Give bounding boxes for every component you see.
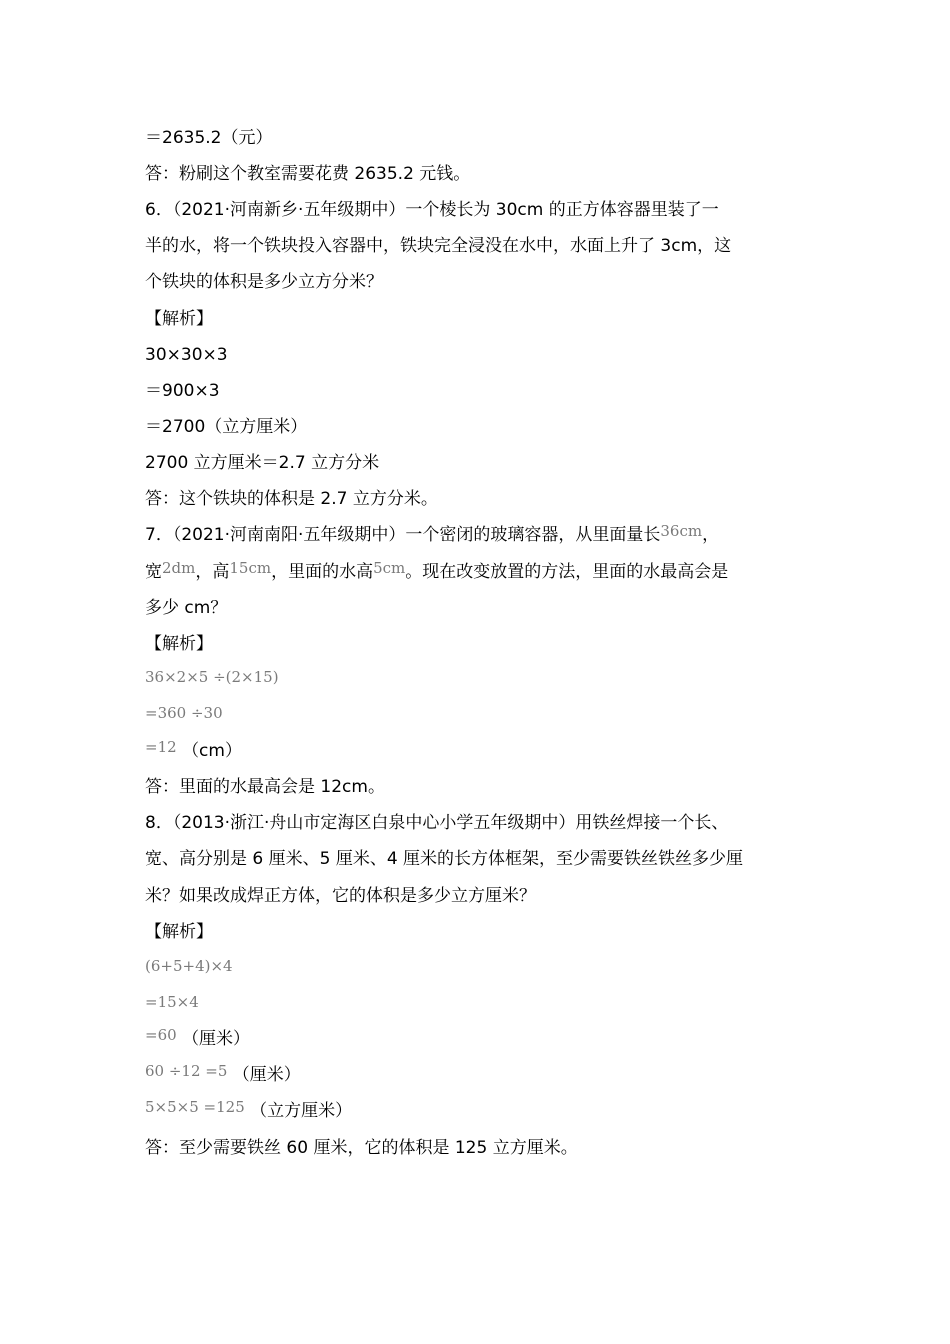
q6-step-2: ＝900×3 bbox=[145, 381, 220, 401]
q7-line2-part-c: ，里面的水高 bbox=[271, 562, 374, 582]
q8-answer: 答：至少需要铁丝 60 厘米，它的体积是 125 立方厘米。 bbox=[145, 1138, 578, 1158]
q8-step-5-unit: （立方厘米） bbox=[250, 1101, 353, 1121]
q8-step-5-value: 5×5×5 =125 bbox=[145, 1098, 245, 1116]
q7-question-line-1 bbox=[145, 524, 719, 546]
q5-result-line: ＝2635.2（元） bbox=[145, 128, 273, 148]
q6-question-line-1: 6．（2021·河南新乡·五年级期中）一个棱长为 30cm 的正方体容器里装了一 bbox=[145, 200, 719, 220]
q8-step-4-unit: （厘米） bbox=[232, 1065, 301, 1085]
q7-step-3-value: =12 bbox=[145, 738, 177, 756]
q8-step-3-unit: （厘米） bbox=[182, 1029, 251, 1049]
q6-analysis-label: 【解析】 bbox=[145, 309, 213, 329]
q7-height-value: 15cm bbox=[229, 559, 272, 577]
q6-question-line-3: 个铁块的体积是多少立方分米？ bbox=[145, 272, 383, 292]
q7-step-3-unit: （cm） bbox=[182, 741, 242, 761]
q6-step-3: ＝2700（立方厘米） bbox=[145, 417, 308, 437]
q7-line2-part-d: 。现在改变放置的方法，里面的水最高会是 bbox=[405, 562, 729, 582]
q8-step-3 bbox=[145, 1028, 250, 1050]
q6-question-line-2: 半的水，将一个铁块投入容器中，铁块完全浸没在水中，水面上升了 3cm，这 bbox=[145, 236, 732, 256]
q6-step-4: 2700 立方厘米＝2.7 立方分米 bbox=[145, 453, 380, 473]
q8-question-line-2: 宽、高分别是 6 厘米、5 厘米、4 厘米的长方体框架，至少需要铁丝铁丝多少厘 bbox=[145, 849, 744, 869]
q7-water-value: 5cm bbox=[373, 559, 406, 577]
q7-step-3 bbox=[145, 740, 242, 762]
q8-analysis-label: 【解析】 bbox=[145, 922, 213, 942]
q7-answer: 答：里面的水最高会是 12cm。 bbox=[145, 777, 385, 797]
q8-step-3-value: =60 bbox=[145, 1026, 177, 1044]
q7-question-line-3: 多少 cm？ bbox=[145, 598, 228, 618]
q5-answer: 答：粉刷这个教室需要花费 2635.2 元钱。 bbox=[145, 164, 471, 184]
q8-question-line-1: 8．（2013·浙江·舟山市定海区白泉中心小学五年级期中）用铁丝焊接一个长、 bbox=[145, 813, 729, 833]
q7-width-value: 2dm bbox=[162, 559, 196, 577]
q7-step-2: =360 ÷30 bbox=[145, 704, 223, 722]
q7-line2-part-b: ，高 bbox=[195, 562, 230, 582]
q7-line1-end: ， bbox=[702, 525, 720, 545]
q7-analysis-label: 【解析】 bbox=[145, 634, 213, 654]
q8-question-line-3: 米？如果改成焊正方体，它的体积是多少立方厘米？ bbox=[145, 886, 536, 906]
q7-line2-part-a: 宽 bbox=[145, 562, 162, 582]
q6-answer: 答：这个铁块的体积是 2.7 立方分米。 bbox=[145, 489, 438, 509]
q6-step-1: 30×30×3 bbox=[145, 345, 228, 365]
q8-step-1: (6+5+4)×4 bbox=[145, 957, 233, 975]
q8-step-4-value: 60 ÷12 =5 bbox=[145, 1062, 228, 1080]
q7-step-1: 36×2×5 ÷(2×15) bbox=[145, 668, 279, 686]
q7-length-value: 36cm bbox=[660, 522, 703, 540]
q7-question-line-2 bbox=[145, 561, 728, 583]
q7-line1-text: 7．（2021·河南南阳·五年级期中）一个密闭的玻璃容器，从里面量长 bbox=[145, 525, 661, 545]
q8-step-5 bbox=[145, 1100, 352, 1122]
q8-step-4 bbox=[145, 1064, 301, 1086]
q8-step-2: =15×4 bbox=[145, 993, 199, 1011]
